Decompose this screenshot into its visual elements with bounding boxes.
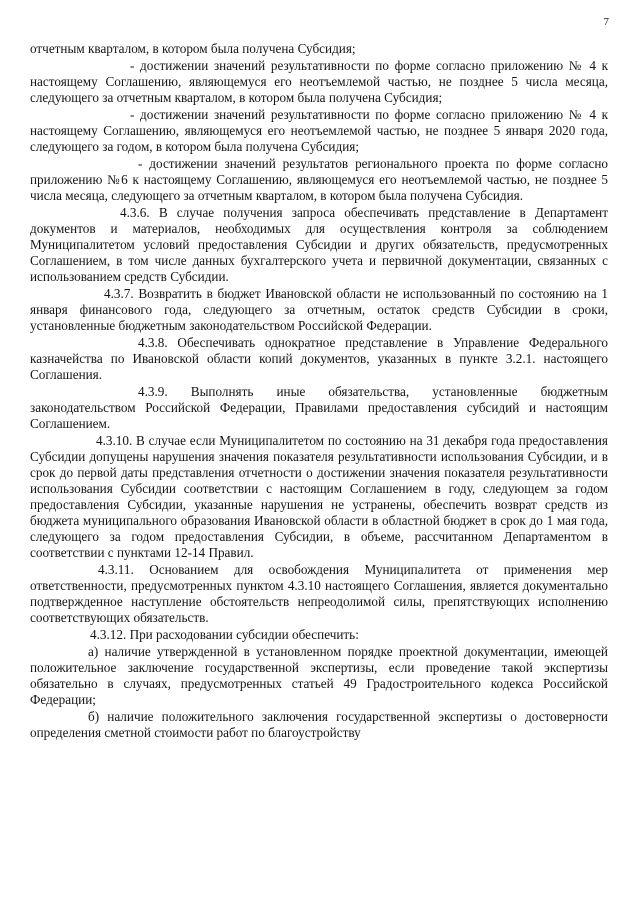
paragraph-continuation: отчетным кварталом, в котором была получена Субсидия;: [30, 41, 356, 56]
paragraph-item-2: - достижении значений результативности по форме согласно приложению № 4 к настоящему Соглашению, являющемуся его неотъемлемой частью, не позднее 5 января 2020 года, следующего за годом, в котором была получена Субсидия;: [30, 107, 608, 154]
paragraph-4-3-12: 4.3.12. При расходовании субсидии обеспечить:: [90, 627, 359, 642]
paragraph-4-3-10: 4.3.10. В случае если Муниципалитетом по состоянию на 31 декабря года предоставления Субсидии допущены нарушения значения показателя результативности использования Субсидии, и в срок до первой даты представления отчетности о достижении значения показателя результативности использования Субсидии соответствии с настоящим Соглашением в году, следующем за годом предоставления Субсидии, указанные нарушения не устранены, обеспечить возврат средств из бюджета муниципального образования Ивановской области в областной бюджет в срок до 1 мая года, следующего за годом предоставления Субсидии, в объеме, рассчитанном Департаментом в соответствии с пунктами 12-14 Правил.: [30, 433, 608, 560]
paragraph-4-3-8: 4.3.8. Обеспечивать однократное представление в Управление Федерального казначейства по Ивановской области копий документов, указанных в пункте 3.2.1. настоящего Соглашения.: [30, 335, 608, 382]
paragraph-4-3-11: 4.3.11. Основанием для освобождения Муниципалитета от применения мер ответственности, предусмотренных пунктом 4.3.10 настоящего Соглашения, является документально подтвержденное наступление обстоятельств непреодолимой силы, препятствующих исполнению соответствующих обязательств.: [30, 562, 608, 625]
paragraph-item-b: б) наличие положительного заключения государственной экспертизы о достоверности определения сметной стоимости работ по благоустройству: [30, 709, 608, 740]
paragraph-4-3-6: 4.3.6. В случае получения запроса обеспечивать представление в Департамент документов и материалов, необходимых для осуществления контроля за соблюдением Муниципалитетом условий предоставления Субсидии и других обязательств, предусмотренных Соглашением, в том числе данных бухгалтерского учета и первичной документации, связанных с использованием средств Субсидии.: [30, 205, 608, 284]
paragraph-item-a: а) наличие утвержденной в установленном порядке проектной документации, имеющей положительное заключение государственной экспертизы, если проведение такой экспертизы обязательно в случаях, предусмотренных статьей 49 Градостроительного кодекса Российской Федерации;: [30, 644, 608, 707]
document-body: [30, 41, 608, 742]
page-number: 7: [603, 16, 609, 28]
paragraph-item-1: - достижении значений результативности по форме согласно приложению № 4 к настоящему Соглашению, являющемуся его неотъемлемой частью, не позднее 5 числа месяца, следующего за отчетным кварталом, в котором была получена Субсидия;: [30, 58, 608, 105]
paragraph-4-3-7: 4.3.7. Возвратить в бюджет Ивановской области не использованный по состоянию на 1 января финансового года, следующего за отчетным, остаток средств Субсидии в сроки, установленные бюджетным законодательством Российской Федерации.: [30, 286, 608, 333]
paragraph-4-3-9: 4.3.9. Выполнять иные обязательства, установленные бюджетным законодательством Российской Федерации, Правилами предоставления субсидий и настоящим Соглашением.: [30, 384, 608, 431]
paragraph-item-3: - достижении значений результатов регионального проекта по форме согласно приложению №6 к настоящему Соглашению, являющемуся его неотъемлемой частью, не позднее 5 числа месяца, следующего за отчетным кварталом, в котором была получена Субсидия.: [30, 156, 608, 203]
